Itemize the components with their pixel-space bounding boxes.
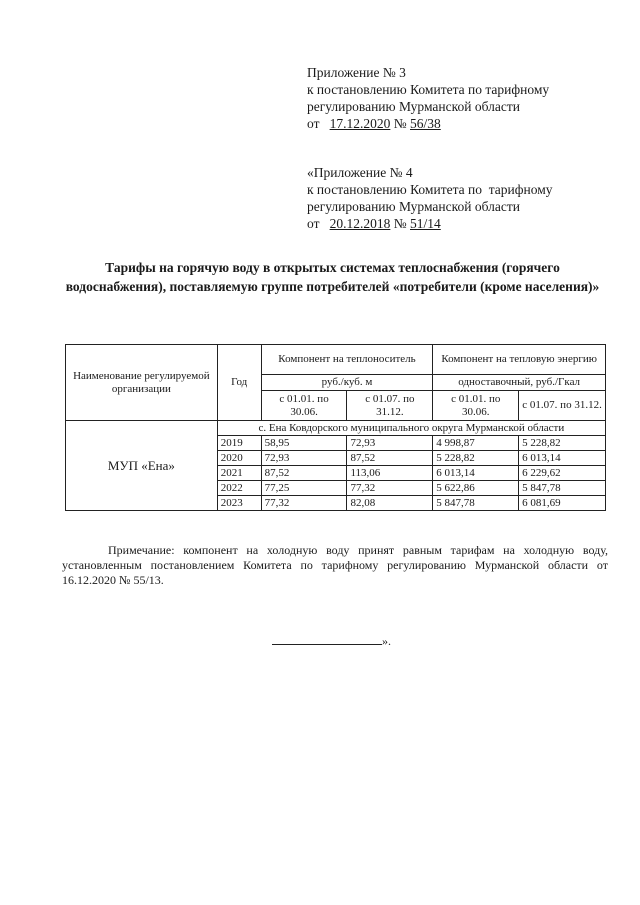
- location-row: с. Ена Ковдорского муниципального округа Мурманской области: [217, 421, 605, 436]
- appendix-3-line3: регулированию Мурманской области: [307, 99, 520, 114]
- note-paragraph: Примечание: компонент на холодную воду принят равным тарифам на холодную воду, установленным постановлением Комитета по тарифному регулированию Мурманской области от 16.12.2020 № 55/13.: [62, 543, 608, 587]
- appendix-4-line3: регулированию Мурманской области: [307, 199, 520, 214]
- year-cell: 2023: [217, 496, 261, 511]
- carrier-h1-cell: 87,52: [261, 466, 347, 481]
- energy-h1-cell: 4 998,87: [433, 436, 519, 451]
- carrier-h2-cell: 72,93: [347, 436, 433, 451]
- appendix-4-title: «Приложение № 4: [307, 165, 413, 180]
- header-org: Наименование регулируемой организации: [66, 345, 218, 421]
- header-carrier-unit: руб./куб. м: [261, 375, 433, 391]
- header-year: Год: [217, 345, 261, 421]
- energy-h1-cell: 6 013,14: [433, 466, 519, 481]
- appendix-4-line2: к постановлению Комитета по тарифному: [307, 182, 553, 197]
- appendix-3-title: Приложение № 3: [307, 65, 406, 80]
- appendix-4-date-line: [307, 215, 553, 232]
- header-energy: Компонент на тепловую энергию: [433, 345, 606, 375]
- carrier-h2-cell: 77,32: [347, 481, 433, 496]
- document-title: Тарифы на горячую воду в открытых системах теплоснабжения (горячего водоснабжения), поставляемую группе потребителей «потребители (кроме населения)»: [65, 260, 600, 294]
- organization-name: МУП «Ена»: [66, 421, 218, 511]
- appendix-4-num-sign: №: [393, 216, 407, 231]
- appendix-3-number: 56/38: [410, 116, 441, 131]
- energy-h2-cell: 6 081,69: [519, 496, 606, 511]
- header-carrier: Компонент на теплоноситель: [261, 345, 433, 375]
- energy-h1-cell: 5 622,86: [433, 481, 519, 496]
- appendix-4-block: [307, 164, 553, 232]
- closing-line: [272, 634, 391, 649]
- energy-h2-cell: 5 228,82: [519, 436, 606, 451]
- period-header: с 01.01. по 30.06.: [261, 391, 347, 421]
- year-cell: 2021: [217, 466, 261, 481]
- carrier-h2-cell: 87,52: [347, 451, 433, 466]
- year-cell: 2020: [217, 451, 261, 466]
- appendix-3-num-sign: №: [393, 116, 407, 131]
- carrier-h2-cell: 113,06: [347, 466, 433, 481]
- carrier-h1-cell: 58,95: [261, 436, 347, 451]
- appendix-3-date-line: [307, 115, 549, 132]
- header-energy-unit: одноставочный, руб./Гкал: [433, 375, 606, 391]
- signature-line: [272, 634, 382, 645]
- energy-h2-cell: 6 229,62: [519, 466, 606, 481]
- carrier-h1-cell: 72,93: [261, 451, 347, 466]
- period-header: с 01.07. по 31.12.: [519, 391, 606, 421]
- appendix-4-date: 20.12.2018: [329, 216, 391, 231]
- appendix-3-block: [307, 64, 549, 132]
- year-cell: 2019: [217, 436, 261, 451]
- energy-h1-cell: 5 228,82: [433, 451, 519, 466]
- closing-mark: ».: [382, 634, 391, 648]
- tariff-table: [65, 344, 606, 511]
- period-header: с 01.07. по 31.12.: [347, 391, 433, 421]
- appendix-3-line2: к постановлению Комитета по тарифному: [307, 82, 550, 97]
- year-cell: 2022: [217, 481, 261, 496]
- energy-h1-cell: 5 847,78: [433, 496, 519, 511]
- appendix-4-number: 51/14: [410, 216, 441, 231]
- appendix-4-date-prefix: от: [307, 216, 320, 231]
- carrier-h1-cell: 77,32: [261, 496, 347, 511]
- energy-h2-cell: 5 847,78: [519, 481, 606, 496]
- carrier-h2-cell: 82,08: [347, 496, 433, 511]
- appendix-3-date-prefix: от: [307, 116, 320, 131]
- period-header: с 01.01. по 30.06.: [433, 391, 519, 421]
- carrier-h1-cell: 77,25: [261, 481, 347, 496]
- energy-h2-cell: 6 013,14: [519, 451, 606, 466]
- appendix-3-date: 17.12.2020: [329, 116, 391, 131]
